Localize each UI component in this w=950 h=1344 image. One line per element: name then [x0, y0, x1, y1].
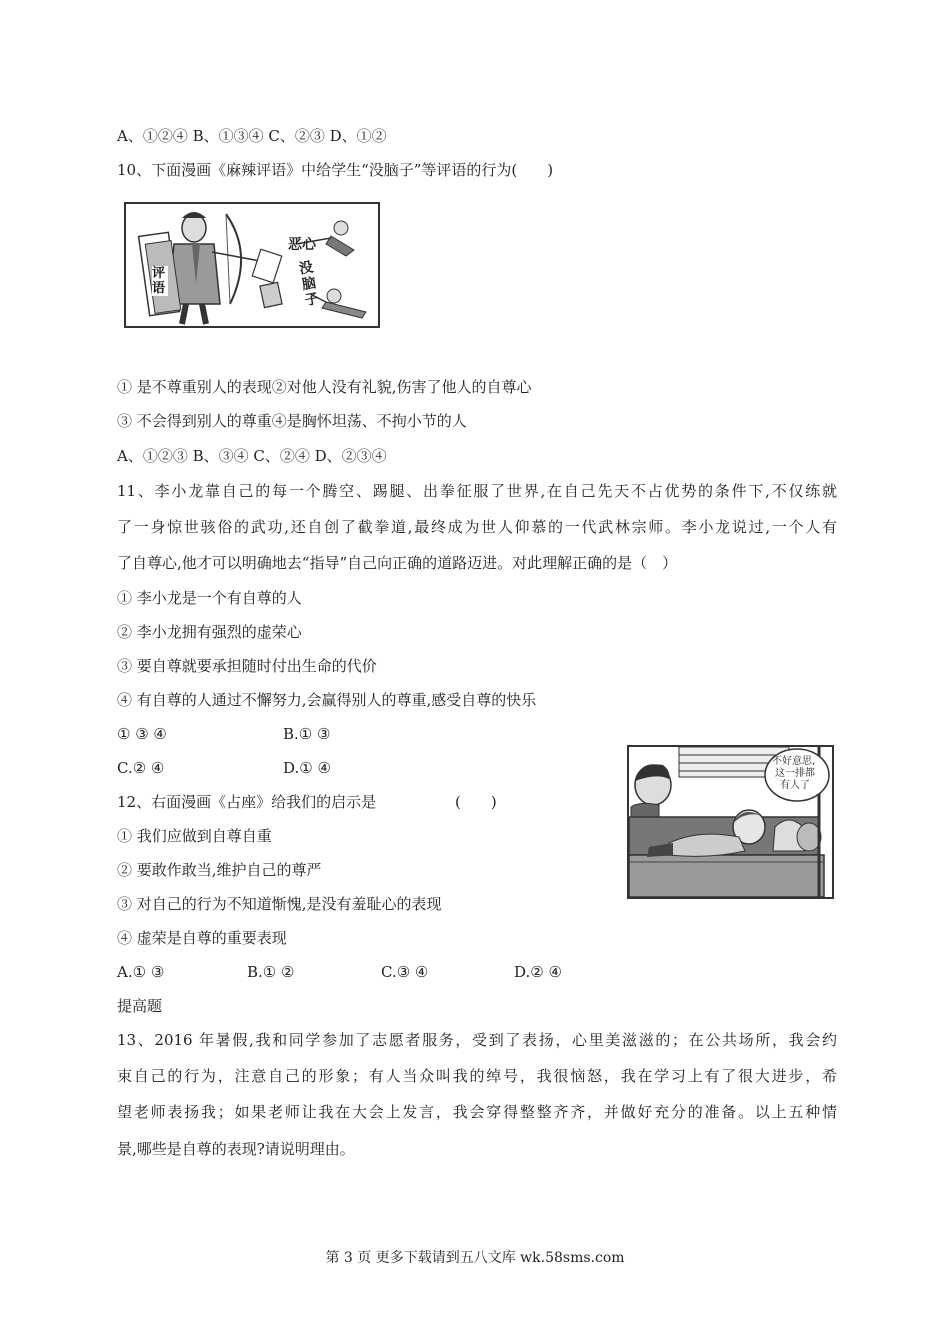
q11-option-b: B.① ③ [283, 725, 331, 743]
q13-line-2: 束自己的行为，注意自己的形象；有人当众叫我的绰号，我很恼怒，我在学习上有了很大进步，希 [117, 1067, 837, 1085]
q11-option-c: C.② ④ [117, 759, 165, 777]
q11-statement-3: ③ 要自尊就要承担随时付出生命的代价 [117, 657, 377, 675]
page-footer: 第 3 页 更多下载请到五八文库 wk.58sms.com [325, 1250, 625, 1266]
q13-line-3: 望老师表扬我；如果老师让我在大会上发言，我会穿得整整齐齐，并做好充分的准备。以上五种情 [117, 1103, 837, 1121]
cartoon-text-brainless: 没脑子 [297, 259, 321, 310]
speech-bubble-line-2: 这一排都 [775, 768, 815, 779]
q12-option-b: B.① ② [247, 963, 295, 981]
seat-cartoon [627, 745, 834, 899]
q11-statement-4: ④ 有自尊的人通过不懈努力,会赢得别人的尊重,感受自尊的快乐 [117, 691, 537, 709]
q13-line-4: 景,哪些是自尊的表现?请说明理由。 [117, 1140, 355, 1158]
q12-option-d: D.② ④ [514, 963, 562, 981]
q10-stem: 10、下面漫画《麻辣评语》中给学生“没脑子”等评语的行为( ) [117, 161, 554, 179]
speech-bubble-line-1: 不好意思, [772, 756, 816, 767]
q11-option-d: D.① ④ [283, 759, 331, 777]
cartoon-text-comment: 评语 [152, 266, 168, 296]
q10-options: A、①②③ B、③④ C、②④ D、②③④ [117, 447, 387, 465]
q12-statement-4: ④ 虚荣是自尊的重要表现 [117, 929, 287, 947]
q11-line-3: 了自尊心,他才可以明确地去“指导”自己向正确的道路迈进。对此理解正确的是（ ） [117, 554, 678, 572]
q12-option-a: A.① ③ [117, 963, 165, 981]
section-heading: 提高题 [117, 997, 163, 1015]
q12-statement-2: ② 要敢作敢当,维护自己的尊严 [117, 861, 322, 879]
q12-statement-3: ③ 对自己的行为不知道惭愧,是没有羞耻心的表现 [117, 895, 442, 913]
speech-bubble-line-3: 有人了 [780, 780, 810, 791]
comment-cartoon [124, 202, 380, 328]
cartoon-text-disgusting: 恶心 [288, 237, 316, 253]
q12-statement-1: ① 我们应做到自尊自重 [117, 827, 272, 845]
q12-stem: 12、右面漫画《占座》给我们的启示是 [117, 793, 377, 811]
q11-statement-2: ② 李小龙拥有强烈的虚荣心 [117, 623, 302, 641]
q13-line-1: 13、2016 年暑假,我和同学参加了志愿者服务，受到了表扬，心里美滋滋的；在公共场所，我会约 [117, 1031, 837, 1049]
q11-option-a: ① ③ ④ [117, 725, 167, 743]
comment-cartoon-drawing [126, 204, 378, 326]
q9-options: A、①②④ B、①③④ C、②③ D、①② [117, 127, 387, 145]
q12-answer-paren: ( ) [455, 793, 497, 811]
q11-line-2: 了一身惊世骇俗的武功,还自创了截拳道,最终成为世人仰慕的一代武林宗师。李小龙说过,一个人有 [117, 518, 837, 536]
q11-statement-1: ① 李小龙是一个有自尊的人 [117, 589, 302, 607]
q12-option-c: C.③ ④ [381, 963, 429, 981]
q10-statement-1: ① 是不尊重别人的表现②对他人没有礼貌,伤害了他人的自尊心 [117, 378, 532, 396]
q10-statement-2: ③ 不会得到别人的尊重④是胸怀坦荡、不拘小节的人 [117, 412, 467, 430]
q11-line-1: 11、李小龙靠自己的每一个腾空、踢腿、出拳征服了世界,在自己先天不占优势的条件下,不仅练就 [117, 482, 837, 500]
